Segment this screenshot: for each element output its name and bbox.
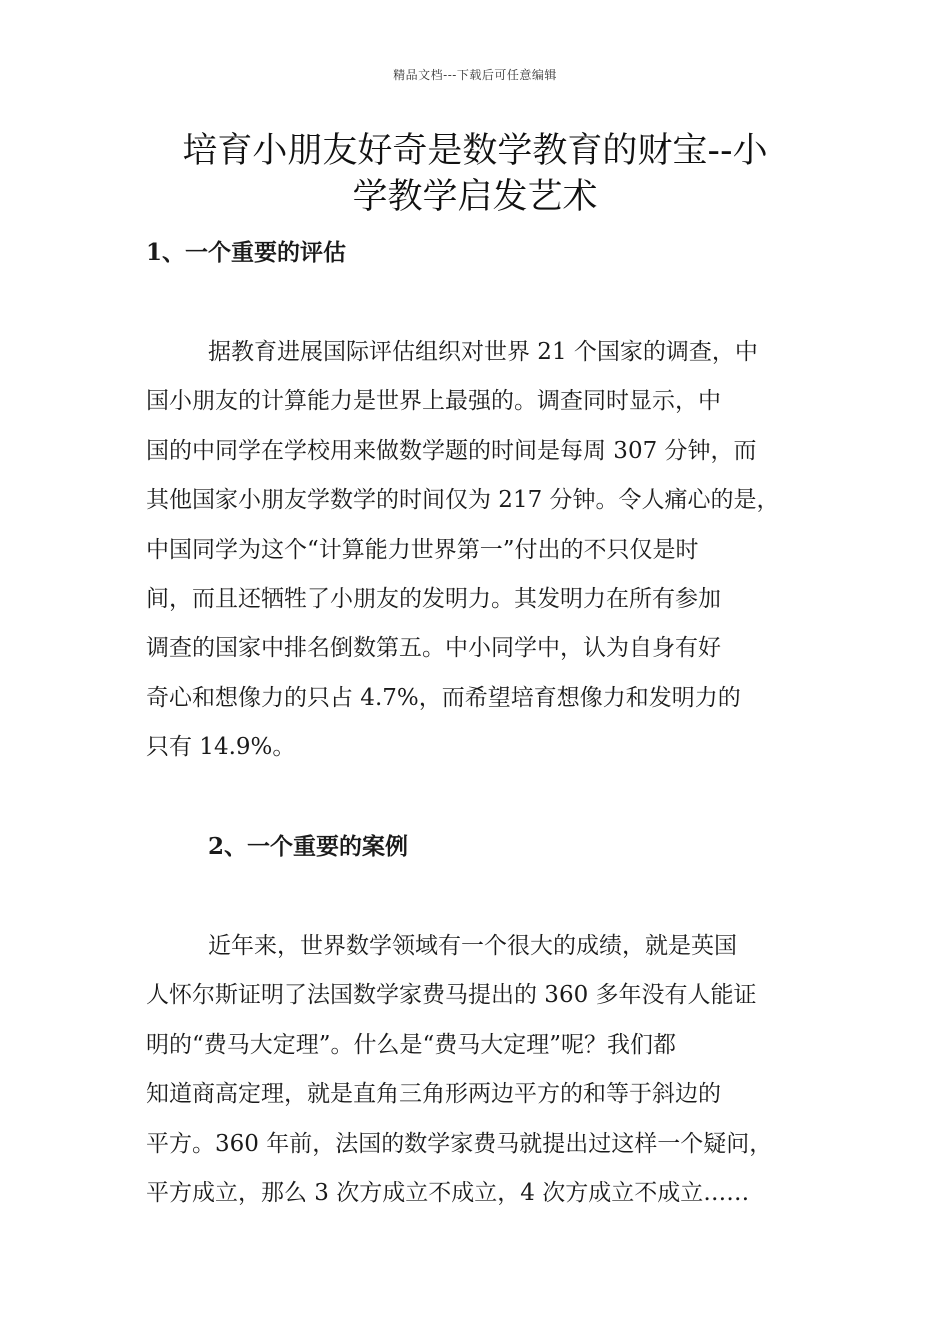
paragraph-line: 其他国家小朋友学数学的时间仅为 217 分钟。令人痛心的是， bbox=[146, 487, 780, 514]
paragraph-line: 知道商高定理，就是直角三角形两边平方的和等于斜边的 bbox=[146, 1081, 721, 1108]
paragraph-line: 国小朋友的计算能力是世界上最强的。调查同时显示，中 bbox=[146, 388, 721, 415]
title-line: 学教学启发艺术 bbox=[352, 177, 598, 217]
paragraph-line: 国的中同学在学校用来做数学题的时间是每周 307 分钟，而 bbox=[146, 437, 757, 464]
header-note: 精品文档---下载后可任意编辑 bbox=[393, 68, 557, 82]
paragraph-line: 调查的国家中排名倒数第五。中小同学中，认为自身有好 bbox=[146, 635, 721, 662]
paragraph-line: 奇心和想像力的只占 4.7%，而希望培育想像力和发明力的 bbox=[146, 684, 741, 711]
section-heading-case: 2、一个重要的案例 bbox=[208, 833, 409, 860]
paragraph-line: 只有 14.9%。 bbox=[146, 734, 296, 761]
paragraph-line: 据教育进展国际评估组织对世界 21 个国家的调查，中 bbox=[208, 339, 758, 365]
paragraph-line: 平方。360 年前，法国的数学家费马就提出过这样一个疑问， bbox=[146, 1130, 773, 1157]
section-heading-evaluation: 1、一个重要的评估 bbox=[146, 239, 347, 266]
paragraph-evaluation bbox=[146, 328, 836, 773]
paragraph-line: 近年来，世界数学领域有一个很大的成绩，就是英国 bbox=[208, 933, 737, 959]
paragraph-line: 间，而且还牺牲了小朋友的发明力。其发明力在所有参加 bbox=[146, 586, 721, 613]
paragraph-line: 明的“费马大定理”。什么是“费马大定理”呢？我们都 bbox=[146, 1031, 677, 1058]
paragraph-line: 中国同学为这个“计算能力世界第一”付出的不只仅是时 bbox=[146, 536, 699, 563]
paragraph-line: 人怀尔斯证明了法国数学家费马提出的 360 多年没有人能证 bbox=[146, 982, 757, 1009]
title-line: 培育小朋友好奇是数学教育的财宝--小 bbox=[182, 131, 768, 171]
document-title bbox=[130, 128, 820, 220]
paragraph-case bbox=[146, 922, 836, 1218]
paragraph-line: 平方成立，那么 3 次方成立不成立，4 次方成立不成立…… bbox=[146, 1180, 750, 1207]
